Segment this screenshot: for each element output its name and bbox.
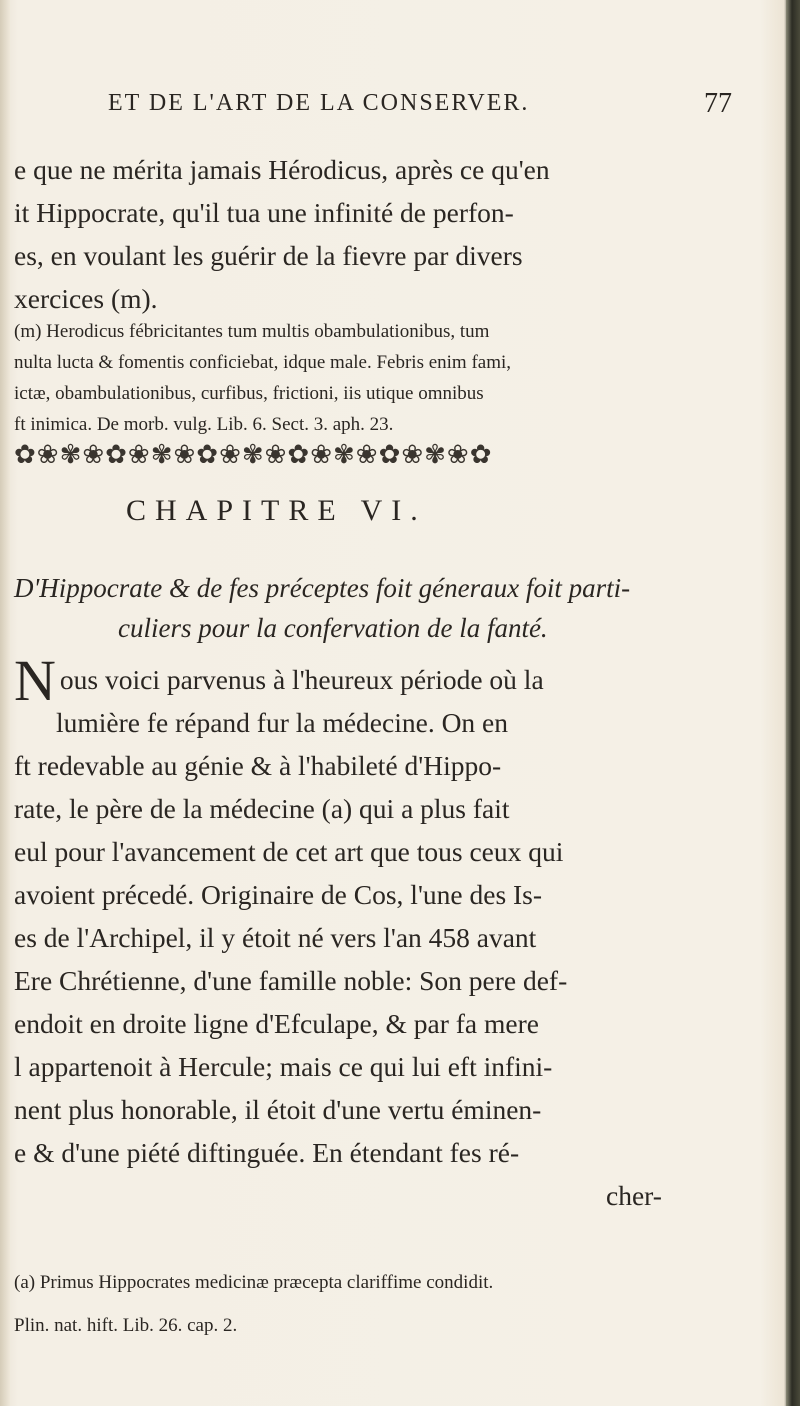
footnote-line: Plin. nat. hift. Lib. 26. cap. 2.	[14, 1315, 238, 1336]
text-line: e & d'une piété diftinguée. En étendant fes ré-	[14, 1137, 520, 1168]
text-line: ft redevable au génie & à l'habileté d'Hippo-	[14, 750, 502, 781]
drop-cap: N	[14, 648, 56, 713]
note-line: ictæ, obambulationibus, curfibus, frictioni, iis utique omnibus	[14, 383, 484, 404]
text-line: rate, le père de la médecine (a) qui a plus fait	[14, 793, 510, 824]
footnote-m	[14, 316, 754, 440]
note-line: ft inimica. De morb. vulg. Lib. 6. Sect. 3. aph. 23.	[14, 414, 394, 435]
binding-shadow	[786, 0, 800, 1406]
text-line: es, en voulant les guérir de la fievre par divers	[14, 240, 523, 271]
page-number: 77	[704, 88, 732, 119]
text-line: l appartenoit à Hercule; mais ce qui lui eft infini-	[14, 1051, 553, 1082]
subtitle-line: D'Hippocrate & de fes préceptes foit géneraux foit parti-	[14, 573, 631, 603]
subtitle-line: culiers pour la confervation de la fanté.	[118, 613, 548, 643]
footnote-line: (a) Primus Hippocrates medicinæ præcepta clariffime condidit.	[14, 1272, 494, 1293]
page-left-edge	[0, 0, 10, 1406]
text-line-content: ous voici parvenus à l'heureux période où la	[59, 664, 544, 695]
page-header	[108, 90, 748, 130]
chapter-title: CHAPITRE VI.	[126, 494, 427, 527]
text-line: es de l'Archipel, il y étoit né vers l'an 458 avant	[14, 922, 537, 953]
text-line: nent plus honorable, il étoit d'une vertu éminen-	[14, 1094, 542, 1125]
text-line: Ere Chrétienne, d'une famille noble: Son pere def-	[14, 965, 568, 996]
text-line: it Hippocrate, qu'il tua une infinité de perfon-	[14, 197, 514, 228]
running-head: ET DE L'ART DE LA CONSERVER.	[108, 90, 530, 116]
text-line: eul pour l'avancement de cet art que tous ceux qui	[14, 836, 564, 867]
text-line: xercices (m).	[14, 283, 158, 314]
text-line: lumière fe répand fur la médecine. On en	[56, 707, 509, 738]
body-paragraph	[14, 648, 754, 1217]
catchword: cher-	[606, 1180, 662, 1211]
text-line: endoit en droite ligne d'Efculape, & par fa mere	[14, 1008, 539, 1039]
note-line: nulta lucta & fomentis conficiebat, idque male. Febris enim fami,	[14, 352, 512, 373]
text-line	[14, 648, 754, 713]
text-line: e que ne mérita jamais Hérodicus, après ce qu'en	[14, 154, 550, 185]
note-line: (m) Herodicus fébricitantes tum multis obambulationibus, tum	[14, 321, 490, 342]
footnote-a	[14, 1268, 754, 1354]
paragraph-top	[14, 148, 754, 320]
ornament-band: ✿❀✾❀✿❀✾❀✿❀✾❀✿❀✾❀✿❀✾❀✿	[14, 440, 493, 470]
text-line: avoient précedé. Originaire de Cos, l'une des Is-	[14, 879, 543, 910]
chapter-subtitle	[14, 568, 754, 648]
